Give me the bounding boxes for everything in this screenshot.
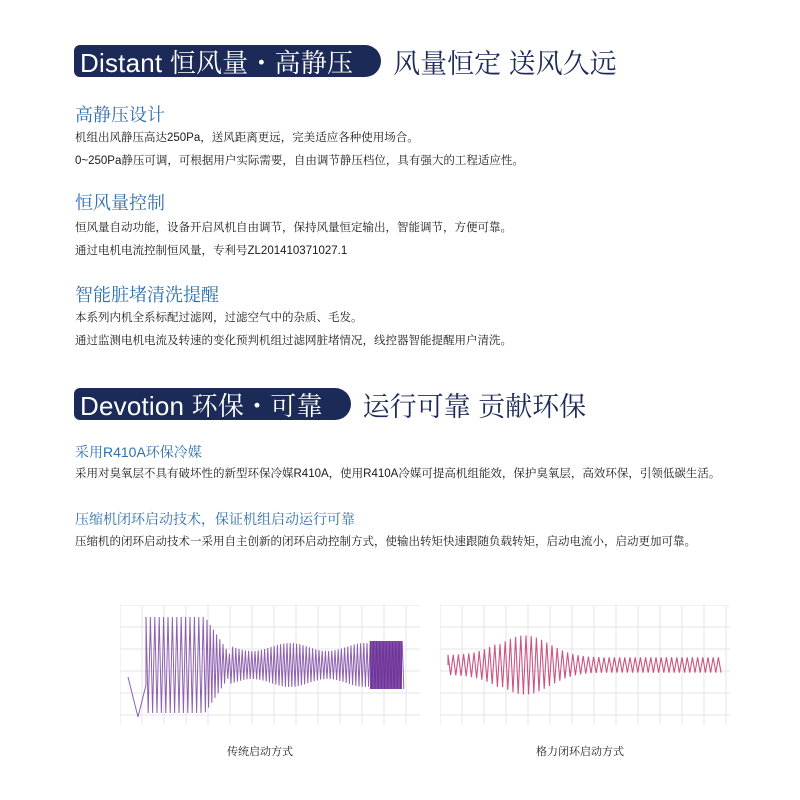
section1-banner <box>74 45 617 77</box>
heading-r410a: 采用R410A环保冷媒 <box>75 444 202 460</box>
paragraph-line: 压缩机的闭环启动技术一采用自主创新的闭环启动控制方式，使输出转矩快速跟随负载转矩，启动电流小，启动更加可靠。 <box>75 536 696 548</box>
section2-banner-subtitle: 运行可靠 贡献环保 <box>362 391 587 422</box>
paragraph-line: 机组出风静压高达250Pa，送风距离更远，完美适应各种使用场合。 <box>75 132 419 144</box>
waveform-dense-block <box>370 641 402 689</box>
paragraph-line: 通过监测电机电流及转速的变化预判机组过滤网脏堵情况，线控器智能提醒用户清洗。 <box>75 335 512 347</box>
figure-caption-traditional: 传统启动方式 <box>227 746 293 758</box>
closed-loop-waveform-line <box>448 635 721 694</box>
traditional-start-waveform <box>120 605 420 725</box>
section1-banner-subtitle: 风量恒定 送风久远 <box>393 48 617 79</box>
paragraph-line: 采用对臭氧层不具有破坏性的新型环保冷媒R410A，使用R410A冷媒可提高机组能效，保护臭氧层，高效环保，引领低碳生活。 <box>75 468 721 480</box>
section1-banner-title: Distant 恒风量・高静压 <box>74 45 381 77</box>
closed-loop-start-waveform <box>440 605 730 725</box>
section2-banner-title: Devotion 环保・可靠 <box>74 388 351 420</box>
paragraph-line: 恒风量自动功能，设备开启风机自由调节，保持风量恒定输出，智能调节，方便可靠。 <box>75 222 512 234</box>
heading-filter-reminder: 智能脏堵清洗提醒 <box>75 285 219 305</box>
heading-high-static-pressure: 高静压设计 <box>75 105 165 125</box>
paragraph-line: 本系列内机全系标配过滤网，过滤空气中的杂质、毛发。 <box>75 312 363 324</box>
paragraph-line: 通过电机电流控制恒风量，专利号ZL201410371027.1 <box>75 245 348 257</box>
heading-closed-loop-start: 压缩机闭环启动技术，保证机组启动运行可靠 <box>75 511 355 527</box>
figure-caption-closed-loop: 格力闭环启动方式 <box>536 746 624 758</box>
heading-constant-airflow: 恒风量控制 <box>75 193 165 213</box>
section2-banner <box>74 388 586 420</box>
paragraph-line: 0~250Pa静压可调，可根据用户实际需要，自由调节静压档位，具有强大的工程适应性。 <box>75 155 524 167</box>
